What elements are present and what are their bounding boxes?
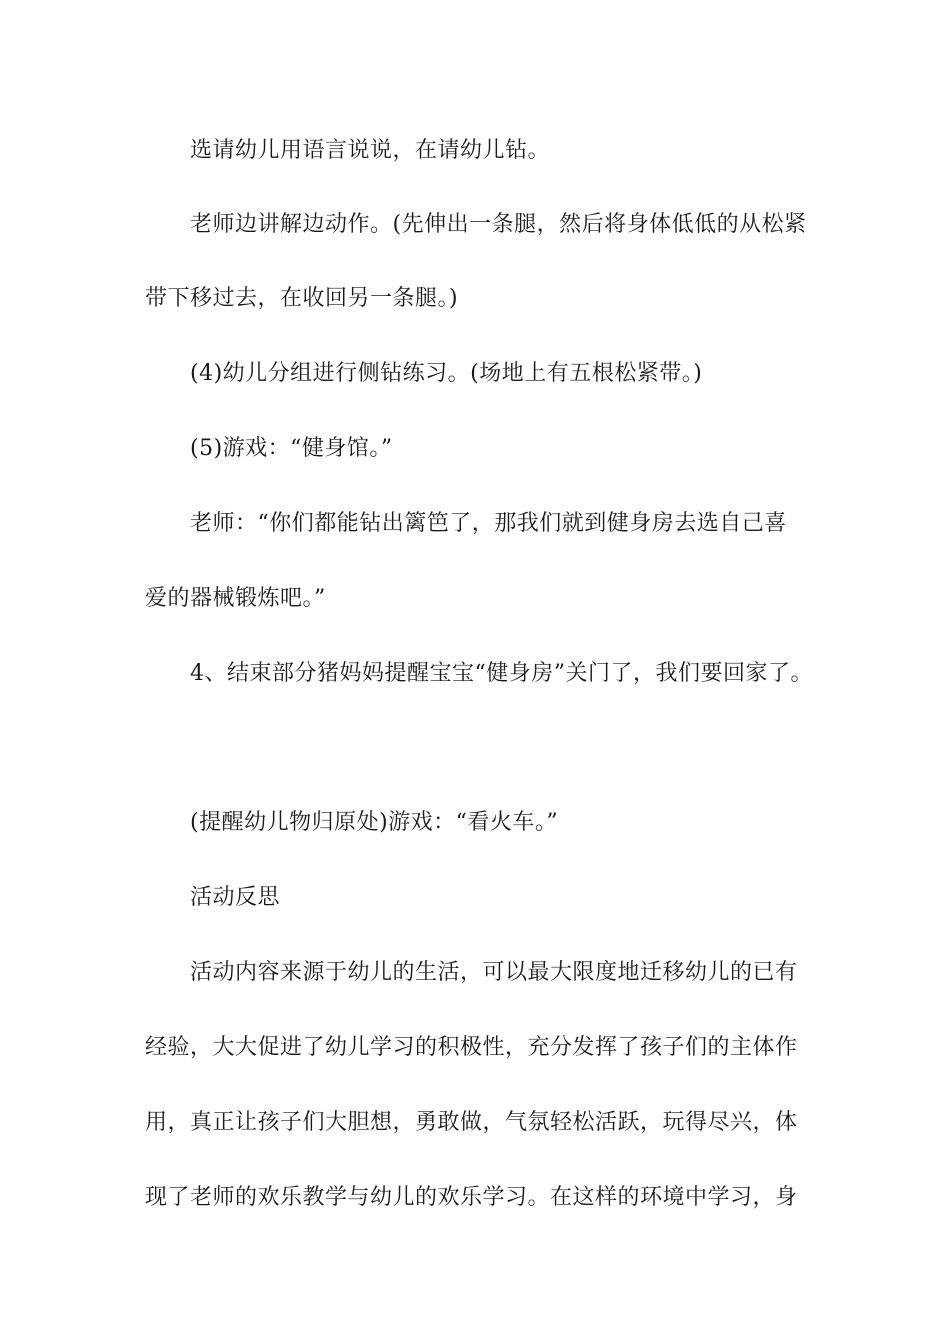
paragraph-line: 老师边讲解边动作。(先伸出一条腿，然后将身体低低的从松紧 xyxy=(190,212,807,237)
paragraph-line: (5)游戏：“健身馆。” xyxy=(190,436,393,461)
paragraph-line: 爱的器械锻炼吧。” xyxy=(145,586,326,611)
paragraph-line: (4)幼儿分组进行侧钻练习。(场地上有五根松紧带。) xyxy=(190,361,703,386)
paragraph-line: 用，真正让孩子们大胆想，勇敢做，气氛轻松活跃，玩得尽兴，体 xyxy=(145,1110,798,1135)
paragraph-line: 老师：“你们都能钻出篱笆了，那我们就到健身房去选自己喜 xyxy=(190,511,787,536)
paragraph-line: 4、结束部分猪妈妈提醒宝宝“健身房”关门了，我们要回家了。 xyxy=(190,661,813,686)
paragraph-line: 活动内容来源于幼儿的生活，可以最大限度地迁移幼儿的已有 xyxy=(190,960,798,985)
section-heading: 活动反思 xyxy=(190,885,281,910)
paragraph-line: 经验，大大促进了幼儿学习的积极性，充分发挥了孩子们的主体作 xyxy=(145,1035,798,1060)
paragraph-line: (提醒幼儿物归原处)游戏：“看火车。” xyxy=(190,810,559,835)
paragraph-line: 现了老师的欢乐教学与幼儿的欢乐学习。在这样的环境中学习，身 xyxy=(145,1185,798,1210)
paragraph-line: 带下移过去，在收回另一条腿。) xyxy=(145,286,459,311)
paragraph-line: 选请幼儿用语言说说，在请幼儿钻。 xyxy=(190,138,551,163)
